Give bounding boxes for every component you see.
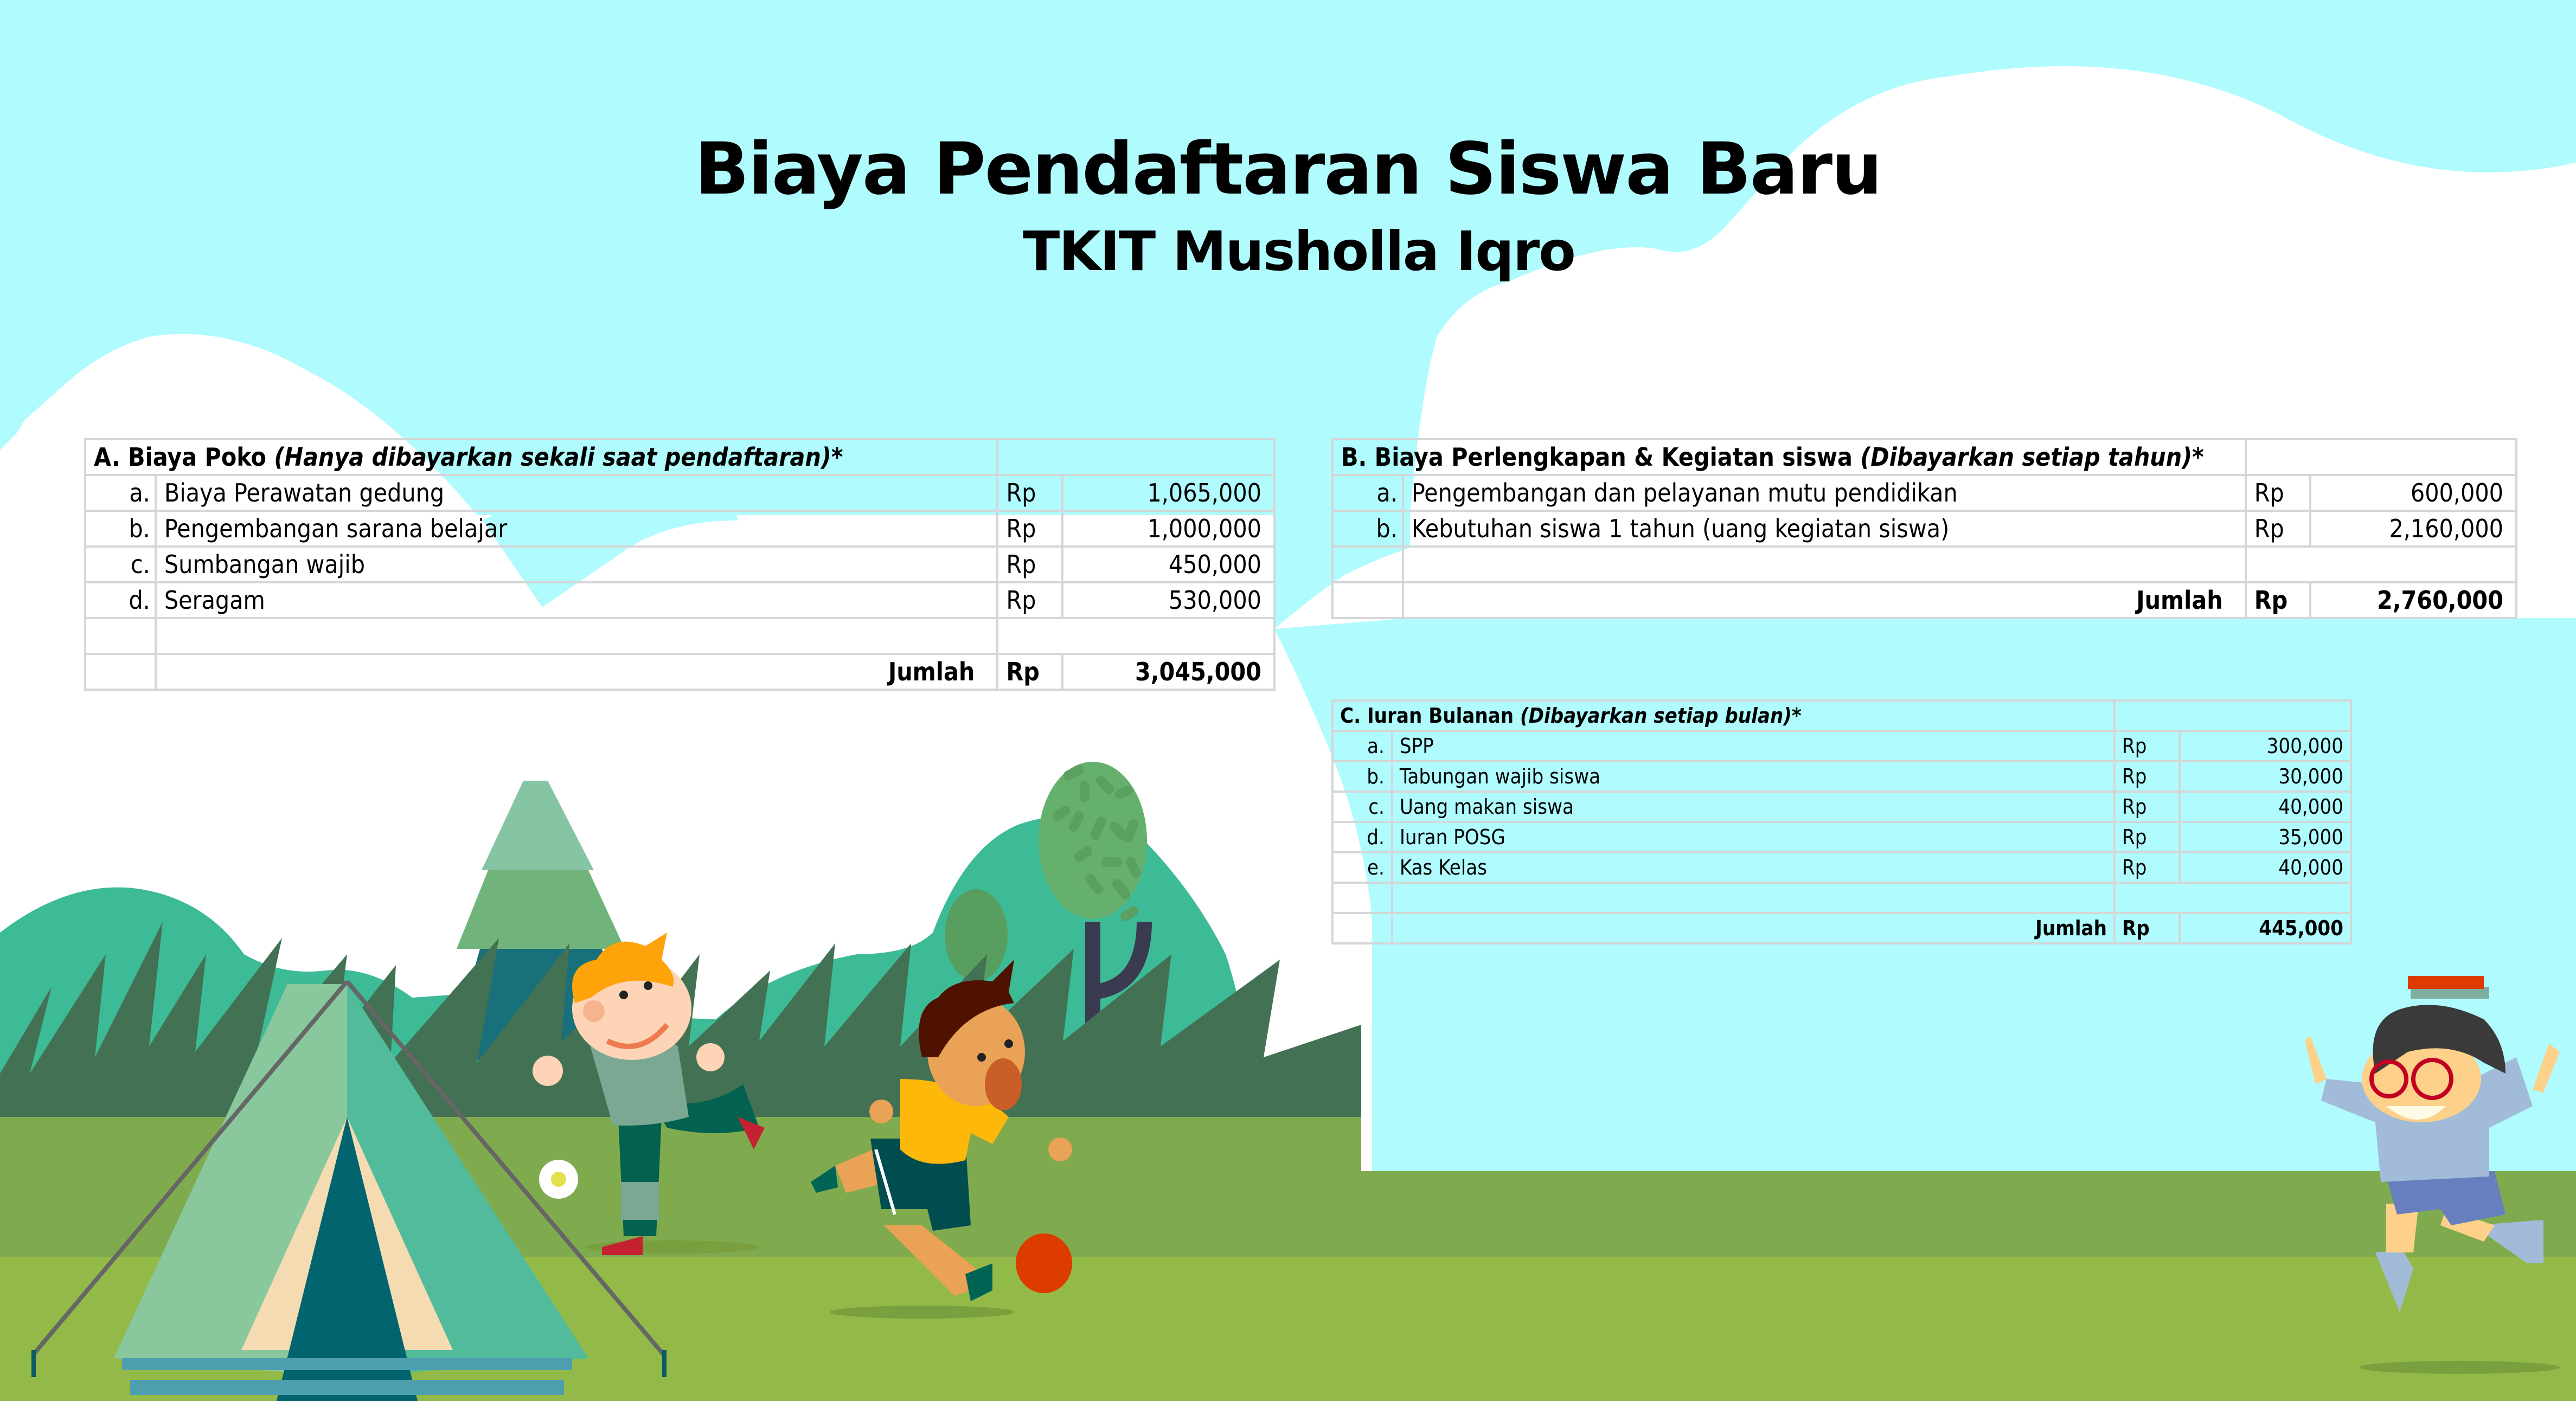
total-row [1332, 913, 2351, 943]
row-label: Sumbangan wajib [156, 547, 998, 582]
blank-row [1332, 547, 2516, 582]
table-b-title: B. Biaya Perlengkapan & Kegiatan siswa (Dibayarkan setiap tahun)* [1332, 439, 2246, 475]
row-amount: 300,000 [2180, 731, 2351, 761]
table-row [85, 475, 1274, 511]
daisy-flower [539, 1160, 578, 1199]
table-c-title: C. Iuran Bulanan (Dibayarkan setiap bulan)* [1332, 700, 2114, 731]
row-currency: Rp [997, 547, 1062, 582]
table-row [85, 511, 1274, 547]
row-amount: 2,160,000 [2310, 511, 2516, 547]
row-label: Seragam [156, 582, 998, 618]
total-currency: Rp [2246, 582, 2310, 618]
row-currency: Rp [2114, 792, 2180, 822]
row-index: c. [85, 547, 156, 582]
table-a-title: A. Biaya Poko (Hanya dibayarkan sekali saat pendaftaran)* [85, 439, 997, 475]
blank-row [1332, 883, 2351, 913]
row-index: d. [1332, 822, 1392, 852]
row-amount: 1,000,000 [1062, 511, 1274, 547]
row-amount: 30,000 [2180, 761, 2351, 792]
total-label: Jumlah [1392, 913, 2114, 943]
table-iuran-bulanan [1331, 699, 2352, 944]
row-amount: 600,000 [2310, 475, 2516, 511]
row-index: a. [1332, 475, 1403, 511]
table-row [1332, 852, 2351, 883]
row-amount: 40,000 [2180, 852, 2351, 883]
row-amount: 450,000 [1062, 547, 1274, 582]
row-label: Uang makan siswa [1392, 792, 2114, 822]
total-label: Jumlah [156, 654, 998, 690]
row-index: a. [85, 475, 156, 511]
row-label: SPP [1392, 731, 2114, 761]
row-currency: Rp [2114, 731, 2180, 761]
table-header-row [1332, 700, 2351, 731]
table-row [1332, 792, 2351, 822]
row-label: Pengembangan dan pelayanan mutu pendidikan [1403, 475, 2246, 511]
total-currency: Rp [2114, 913, 2180, 943]
row-index: e. [1332, 852, 1392, 883]
table-row [1332, 511, 2516, 547]
row-amount: 40,000 [2180, 792, 2351, 822]
row-amount: 35,000 [2180, 822, 2351, 852]
table-row [1332, 822, 2351, 852]
table-row [85, 582, 1274, 618]
row-amount: 1,065,000 [1062, 475, 1274, 511]
ball [1016, 1233, 1072, 1293]
row-amount: 530,000 [1062, 582, 1274, 618]
page-title: Biaya Pendaftaran Siswa Baru [694, 127, 1882, 211]
total-row [85, 654, 1274, 690]
row-currency: Rp [2114, 761, 2180, 792]
row-label: Kas Kelas [1392, 852, 2114, 883]
table-row [1332, 731, 2351, 761]
row-currency: Rp [997, 582, 1062, 618]
row-index: b. [1332, 511, 1403, 547]
page-subtitle: TKIT Musholla Iqro [1023, 220, 1575, 283]
total-label: Jumlah [1403, 582, 2246, 618]
table-row [1332, 475, 2516, 511]
row-currency: Rp [2114, 852, 2180, 883]
table-row [1332, 761, 2351, 792]
row-label: Iuran POSG [1392, 822, 2114, 852]
row-index: a. [1332, 731, 1392, 761]
total-amount: 3,045,000 [1062, 654, 1274, 690]
row-index: b. [1332, 761, 1392, 792]
row-label: Kebutuhan siswa 1 tahun (uang kegiatan siswa) [1403, 511, 2246, 547]
total-currency: Rp [997, 654, 1062, 690]
row-currency: Rp [997, 475, 1062, 511]
table-biaya-perlengkapan [1331, 438, 2517, 619]
table-header-row [1332, 439, 2516, 475]
table-header-row [85, 439, 1274, 475]
total-amount: 2,760,000 [2310, 582, 2516, 618]
row-currency: Rp [2246, 475, 2310, 511]
row-index: d. [85, 582, 156, 618]
row-label: Pengembangan sarana belajar [156, 511, 998, 547]
row-label: Biaya Perawatan gedung [156, 475, 998, 511]
table-row [85, 547, 1274, 582]
row-currency: Rp [997, 511, 1062, 547]
row-label: Tabungan wajib siswa [1392, 761, 2114, 792]
row-currency: Rp [2246, 511, 2310, 547]
blank-row [85, 618, 1274, 654]
total-amount: 445,000 [2180, 913, 2351, 943]
table-biaya-poko [84, 438, 1276, 691]
row-index: c. [1332, 792, 1392, 822]
row-index: b. [85, 511, 156, 547]
row-currency: Rp [2114, 822, 2180, 852]
total-row [1332, 582, 2516, 618]
